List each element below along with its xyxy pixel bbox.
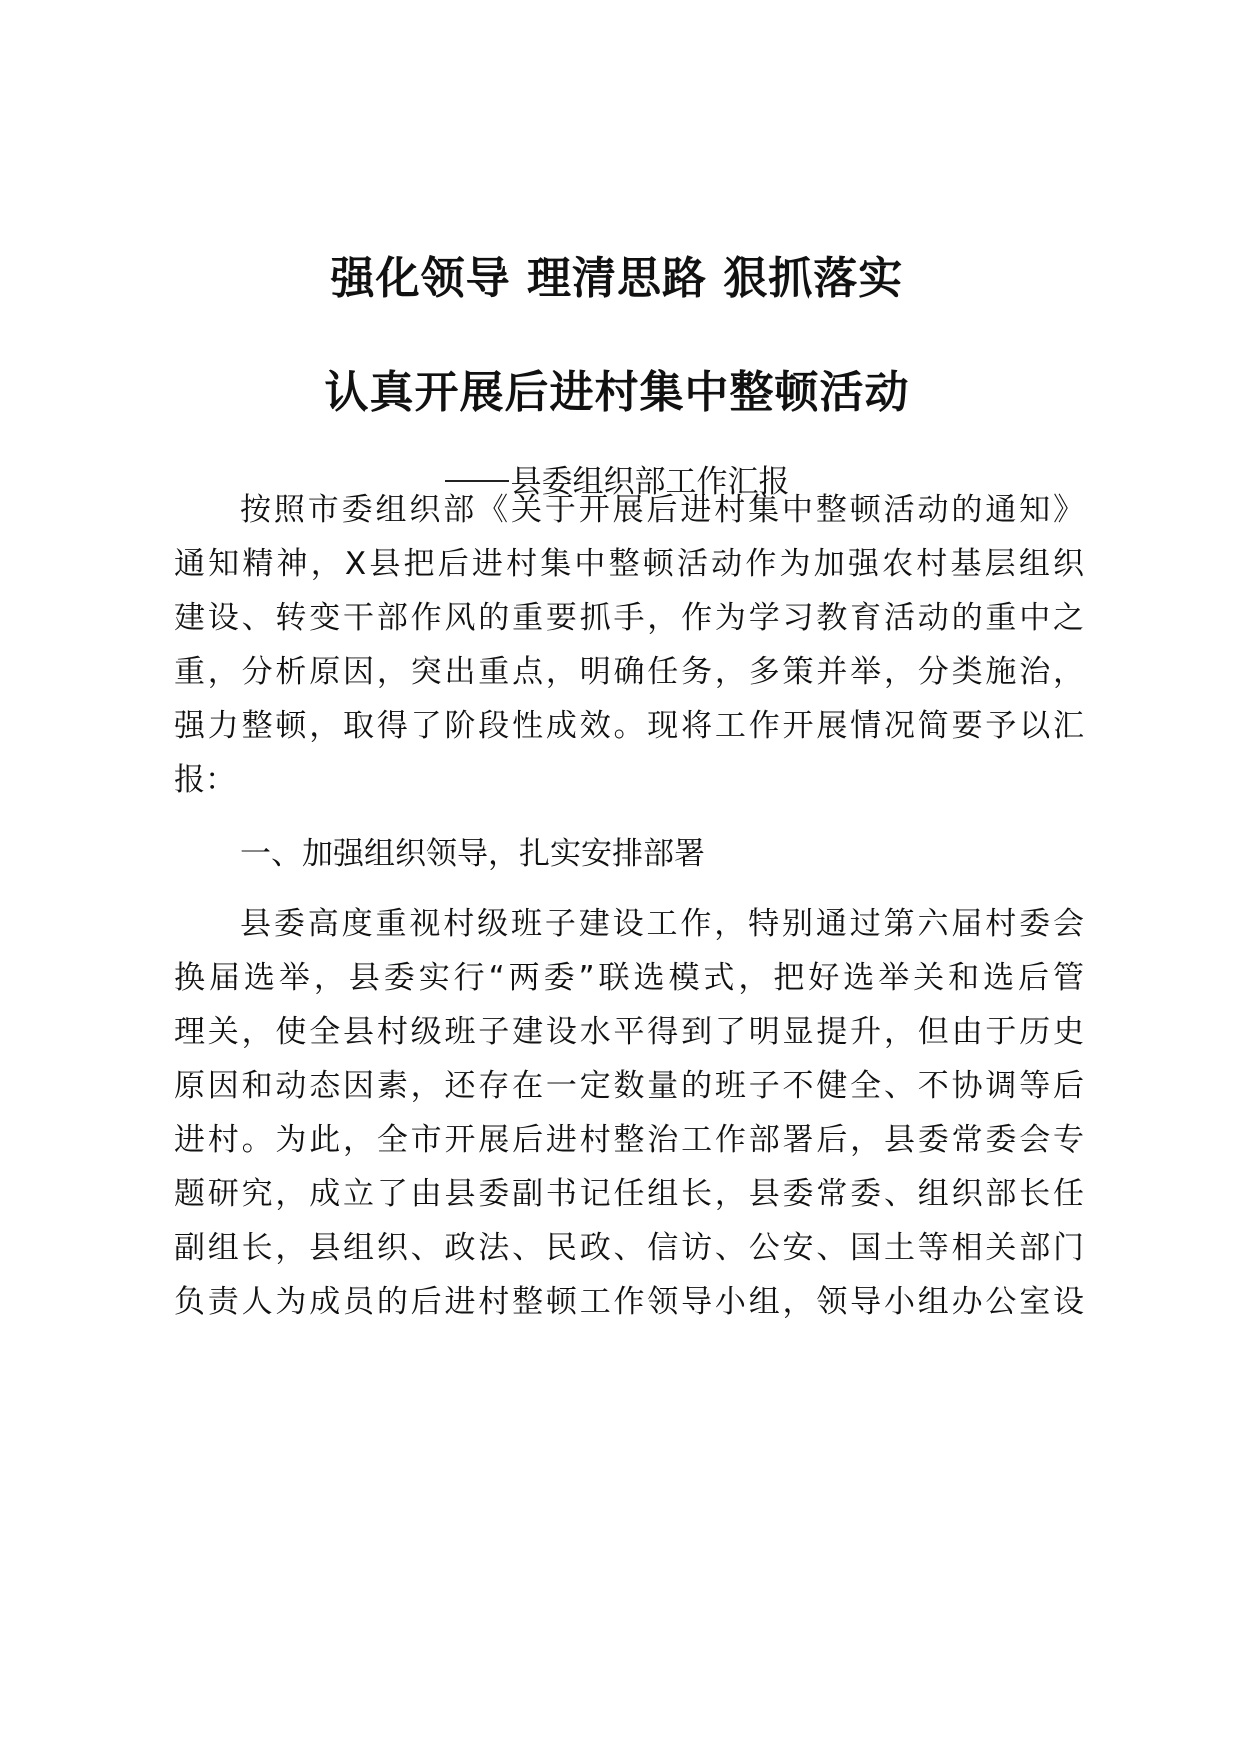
section-1-line: 副组长，县组织、政法、民政、信访、公安、国土等相关部门 [174, 1230, 1084, 1266]
section-1-heading: 一、加强组织领导，扎实安排部署 [240, 836, 705, 872]
intro-line: 通知精神，X县把后进村集中整顿活动作为加强农村基层组织 [174, 546, 1084, 582]
section-1-line: 进村。为此，全市开展后进村整治工作部署后，县委常委会专 [174, 1122, 1084, 1158]
intro-line: 建设、转变干部作风的重要抓手，作为学习教育活动的重中之 [174, 600, 1084, 636]
section-1-line: 负责人为成员的后进村整顿工作领导小组，领导小组办公室设 [174, 1284, 1084, 1320]
section-1-line: 县委高度重视村级班子建设工作，特别通过第六届村委会 [240, 906, 1084, 942]
section-1-line: 题研究，成立了由县委副书记任组长，县委常委、组织部长任 [174, 1176, 1084, 1212]
intro-line: 报： [174, 762, 236, 798]
title-line-2: 认真开展后进村集中整顿活动 [324, 367, 910, 418]
em-dash-line [445, 480, 509, 482]
section-1-line: 原因和动态因素，还存在一定数量的班子不健全、不协调等后 [174, 1068, 1084, 1104]
intro-line: 强力整顿，取得了阶段性成效。现将工作开展情况简要予以汇 [174, 708, 1084, 744]
subtitle-text: 县委组织部工作汇报 [510, 464, 790, 500]
section-1-line: 理关，使全县村级班子建设水平得到了明显提升，但由于历史 [174, 1014, 1084, 1050]
title-line-1: 强化领导 理清思路 狠抓落实 [330, 253, 904, 304]
intro-line: 重，分析原因，突出重点，明确任务，多策并举，分类施治， [174, 654, 1084, 690]
intro-line: 按照市委组织部《关于开展后进村集中整顿活动的通知》 [240, 492, 1084, 528]
section-1-line: 换届选举，县委实行“两委”联选模式，把好选举关和选后管 [174, 960, 1084, 996]
